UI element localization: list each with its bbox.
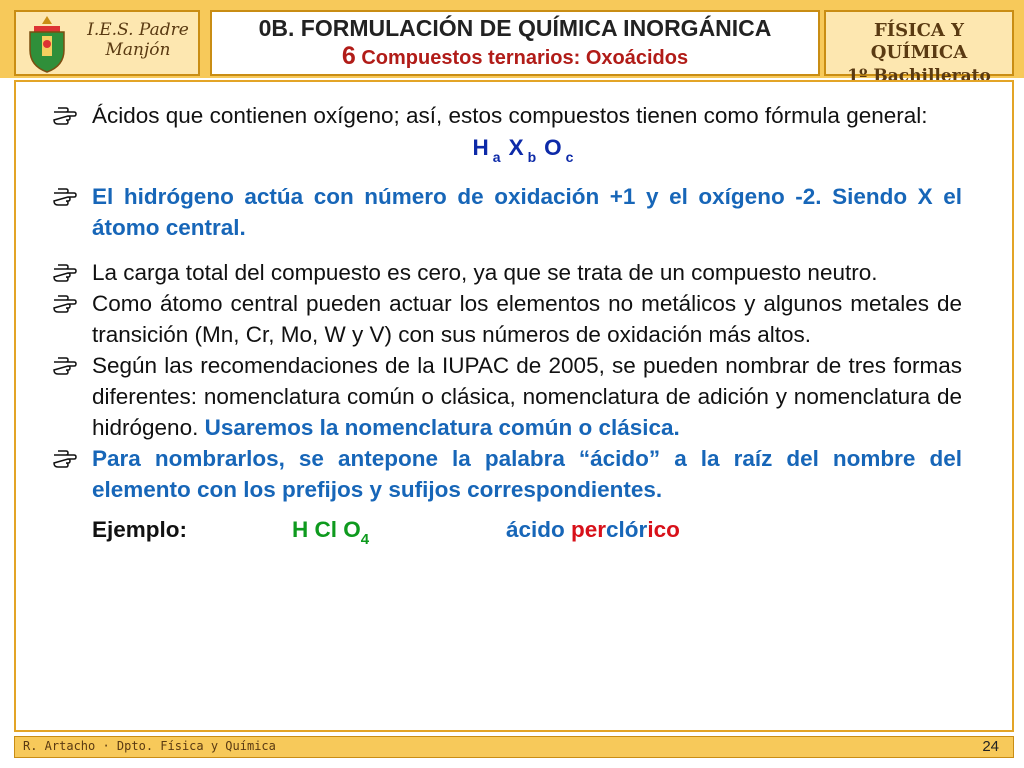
bullet-text: El hidrógeno actúa con número de oxidación +1 y el oxígeno -2. Siendo X el átomo central.	[92, 184, 962, 240]
slide-content	[52, 100, 962, 547]
formula-h: H	[472, 135, 489, 160]
bullet-oxidation-numbers	[52, 181, 962, 243]
spacer	[52, 243, 962, 257]
slide-title-box	[210, 10, 820, 76]
school-name-line2: Manjón	[105, 40, 171, 60]
subject-name: FÍSICA Y QUÍMICA	[870, 20, 968, 63]
pointing-hand-icon	[52, 106, 78, 126]
example-formula	[292, 513, 369, 550]
pointing-hand-icon	[52, 356, 78, 376]
example-name-suffix: ico	[647, 517, 680, 542]
school-name	[78, 20, 198, 60]
slide-title: 0B. FORMULACIÓN DE QUÍMICA INORGÁNICA	[258, 15, 772, 41]
pointing-hand-icon	[52, 187, 78, 207]
slide-subtitle	[212, 42, 818, 72]
example-row	[52, 513, 962, 547]
example-name	[506, 513, 680, 547]
general-formula	[52, 131, 962, 167]
bullet-text: La carga total del compuesto es cero, ya que se trata de un compuesto neutro.	[92, 260, 878, 285]
example-name-prefix: per	[571, 517, 607, 542]
section-title: Compuestos ternarios: Oxoácidos	[361, 47, 689, 69]
bullet-general-formula	[52, 100, 962, 131]
bullet-charge	[52, 257, 962, 288]
bullet-text: Como átomo central pueden actuar los elementos no metálicos y algunos metales de transición (Mn, Cr, Mo, W y V) con sus números de oxidación más altos.	[92, 291, 962, 347]
bullet-naming-rule	[52, 443, 962, 505]
bullet-emphasis: Usaremos la nomenclatura común o clásica.	[204, 415, 680, 440]
page-number: 24	[982, 738, 999, 755]
bullet-iupac	[52, 350, 962, 443]
course-level: 1º Bachillerato	[847, 66, 991, 86]
section-number: 6	[341, 42, 356, 70]
spacer	[52, 167, 962, 181]
bullet-text: Ácidos que contienen oxígeno; así, estos compuestos tienen como fórmula general:	[92, 103, 928, 128]
formula-sub-c: c	[565, 149, 574, 165]
subject-box	[824, 10, 1014, 86]
pointing-hand-icon	[52, 263, 78, 283]
bullet-central-atom	[52, 288, 962, 350]
example-formula-subscript: 4	[360, 531, 370, 548]
example-label: Ejemplo:	[92, 517, 188, 542]
school-name-line1: I.E.S. Padre	[87, 20, 189, 40]
formula-x: X	[508, 135, 524, 160]
formula-o: O	[544, 135, 562, 160]
example-name-acid: ácido	[506, 517, 572, 542]
footer-author: R. Artacho · Dpto. Física y Química	[23, 739, 276, 753]
formula-sub-b: b	[527, 149, 537, 165]
example-name-root: clór	[606, 517, 648, 542]
footer-bar	[14, 736, 1014, 758]
example-formula-main: H Cl O	[292, 517, 361, 542]
school-crest-icon	[22, 14, 72, 74]
school-logo-box	[14, 10, 200, 76]
bullet-text: Para nombrarlos, se antepone la palabra “ácido” a la raíz del nombre del elemento con los prefijos y sufijos correspondientes.	[92, 446, 962, 502]
pointing-hand-icon	[52, 294, 78, 314]
bullet-text: Según las recomendaciones de la IUPAC de 2005, se pueden nombrar de tres formas diferentes: nomenclatura común o clásica, nomenclatura de adición y nomenclatura de hidrógeno.	[92, 353, 962, 440]
pointing-hand-icon	[52, 449, 78, 469]
header-bar	[0, 0, 1024, 86]
formula-sub-a: a	[492, 149, 501, 165]
